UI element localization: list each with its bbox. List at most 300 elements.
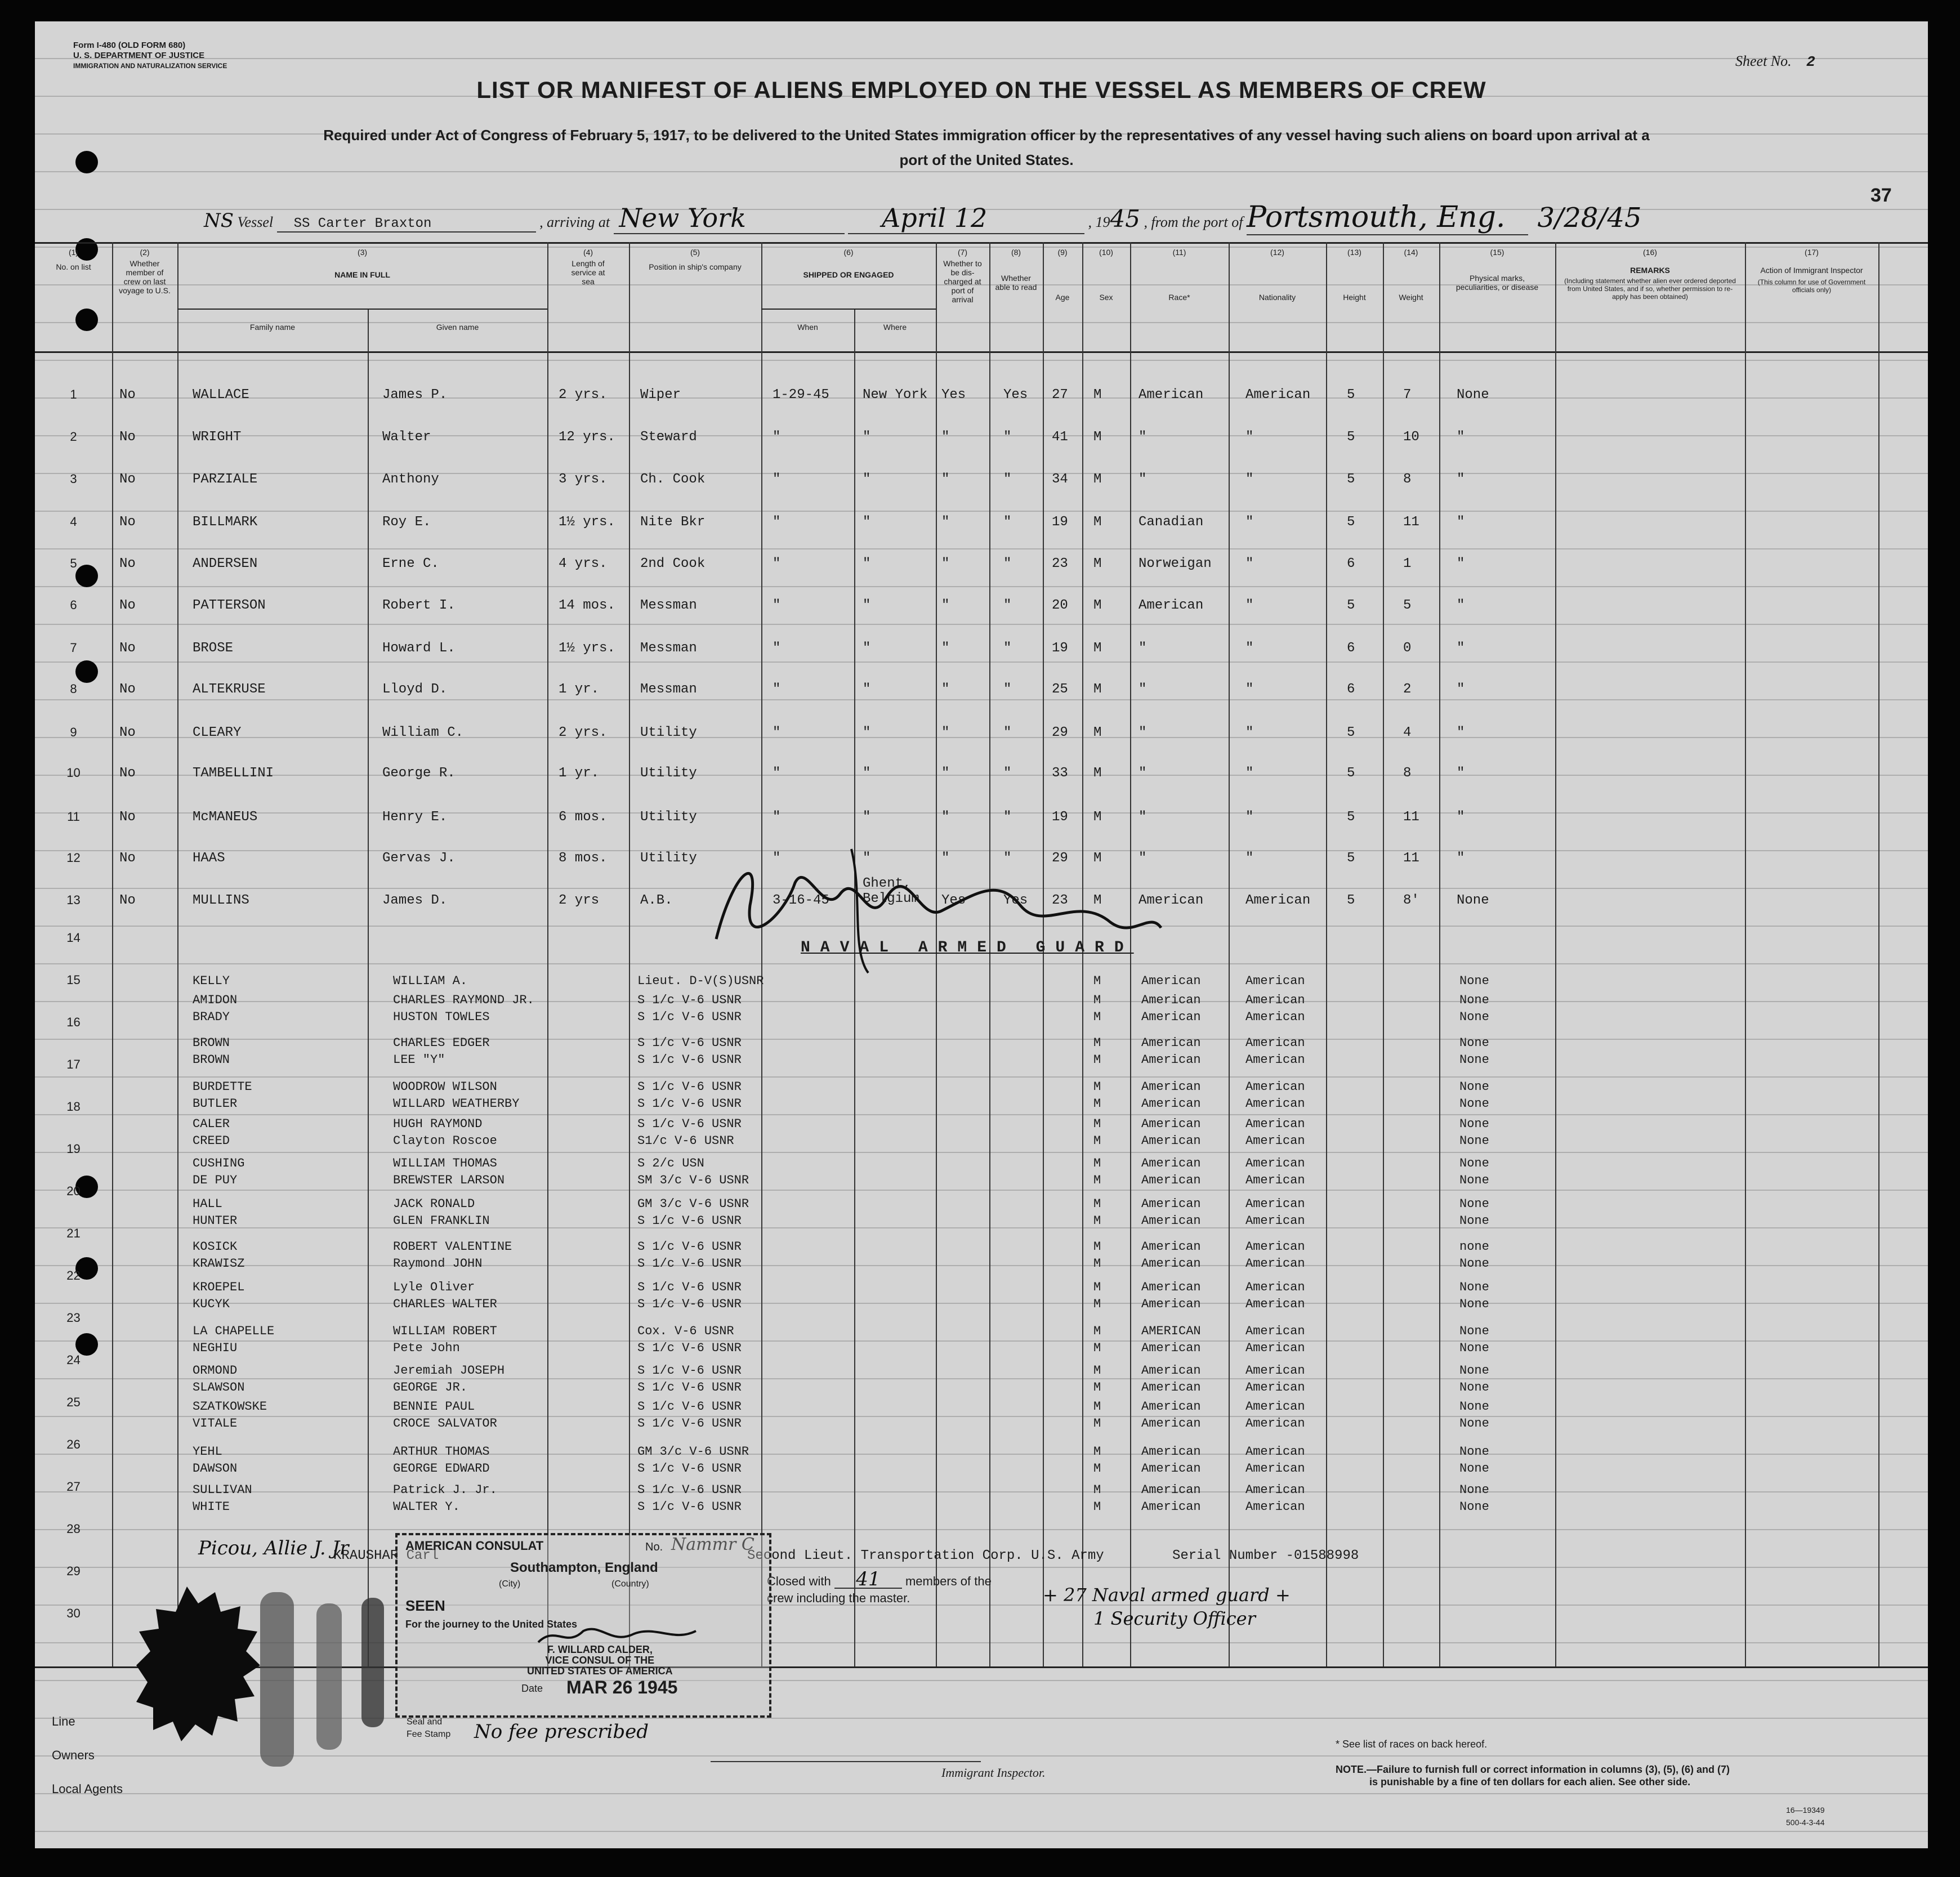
naval-given-name: Clayton Roscoe: [393, 1134, 497, 1148]
crew-shipped-when: 1-29-45: [773, 387, 829, 403]
crew-age: 19: [1052, 810, 1068, 825]
crew-able-to-read: ": [1003, 556, 1012, 571]
naval-nationality: American: [1245, 1036, 1305, 1050]
crew-row-number: 4: [70, 515, 77, 529]
crew-able-to-read: Yes: [1003, 893, 1028, 908]
naval-family-name: WHITE: [193, 1500, 230, 1514]
naval-family-name: ORMOND: [193, 1364, 238, 1378]
crew-position: Utility: [640, 851, 697, 866]
naval-given-name: ROBERT VALENTINE: [393, 1240, 512, 1254]
crew-prev-voyage: No: [119, 430, 136, 445]
naval-given-name: WOODROW WILSON: [393, 1080, 497, 1094]
naval-nationality: American: [1245, 1053, 1305, 1067]
crew-row-number: 13: [66, 893, 81, 907]
crew-physical-marks: ": [1457, 851, 1465, 866]
naval-family-name: CREED: [193, 1134, 230, 1148]
naval-race: American: [1141, 1416, 1201, 1431]
naval-family-name: YEHL: [193, 1445, 222, 1459]
subtitle-line-2: port of the United States.: [899, 151, 1074, 168]
naval-given-name: Raymond JOHN: [393, 1257, 483, 1271]
crew-row-number: 7: [70, 641, 77, 655]
crew-race: ": [1139, 851, 1147, 866]
naval-physical-marks: None: [1459, 1134, 1489, 1148]
crew-position: A.B.: [640, 893, 673, 908]
crew-weight: 10: [1403, 430, 1419, 445]
crew-weight: 11: [1403, 851, 1419, 866]
crew-discharge: ": [941, 515, 950, 530]
naval-race: American: [1141, 1380, 1201, 1395]
naval-given-name: JACK RONALD: [393, 1197, 475, 1211]
col-header-8: (8) Whether able to read: [995, 248, 1037, 292]
naval-position: S 1/c V-6 USNR: [637, 1240, 742, 1254]
crew-row-number: 3: [70, 472, 77, 486]
crew-shipped-when: ": [773, 598, 781, 613]
naval-position: GM 3/c V-6 USNR: [637, 1445, 749, 1459]
subtitle-line-1: Required under Act of Congress of February 5, 1917, to be delivered to the United States immigration officer by the representatives of any vessel having such aliens on board upon arrival at a: [323, 127, 1650, 144]
naval-given-name: Pete John: [393, 1341, 460, 1355]
naval-family-name: BROWN: [193, 1036, 230, 1050]
form-header-block: [73, 41, 227, 71]
naval-given-name: Lyle Oliver: [393, 1280, 475, 1294]
crew-given-name: Henry E.: [382, 810, 448, 825]
naval-physical-marks: None: [1459, 1214, 1489, 1228]
crew-race: American: [1139, 387, 1204, 403]
crew-weight: 7: [1403, 387, 1412, 403]
row-number: 15: [66, 973, 81, 987]
crew-nationality: ": [1245, 766, 1254, 781]
crew-row-number: 1: [70, 387, 77, 401]
vice-consul-signature: [533, 1620, 702, 1653]
stamp-journey: For the journey to the United States: [405, 1619, 578, 1630]
crew-sex: M: [1093, 810, 1102, 825]
naval-position: S1/c V-6 USNR: [637, 1134, 734, 1148]
crew-row-number: 9: [70, 725, 77, 739]
naval-given-name: WALTER Y.: [393, 1500, 460, 1514]
naval-sex: M: [1093, 1010, 1101, 1024]
crew-nationality: ": [1245, 851, 1254, 866]
crew-discharge: ": [941, 598, 950, 613]
naval-position: S 1/c V-6 USNR: [637, 1214, 742, 1228]
crew-age: 25: [1052, 682, 1068, 697]
naval-family-name: BURDETTE: [193, 1080, 252, 1094]
naval-family-name: AMIDON: [193, 993, 238, 1007]
crew-position: Utility: [640, 766, 697, 781]
crew-race: Norweigan: [1139, 556, 1212, 571]
naval-family-name: DE PUY: [193, 1173, 238, 1187]
stamp-signer-country: UNITED STATES OF AMERICA: [527, 1665, 673, 1677]
footer-labels: [52, 1705, 123, 1806]
naval-nationality: American: [1245, 1280, 1305, 1294]
handwritten-security-officer-note: 1 Security Officer: [1093, 1608, 1256, 1629]
crew-prev-voyage: No: [119, 893, 136, 908]
naval-given-name: GLEN FRANKLIN: [393, 1214, 490, 1228]
crew-physical-marks: ": [1457, 810, 1465, 825]
row-number: 27: [66, 1480, 81, 1494]
crew-sea-service: 4 yrs.: [559, 556, 608, 571]
crew-position: Messman: [640, 641, 697, 656]
naval-position: S 1/c V-6 USNR: [637, 1341, 742, 1355]
crew-able-to-read: ": [1003, 515, 1012, 530]
naval-given-name: CHARLES RAYMOND JR.: [393, 993, 534, 1007]
naval-family-name: DAWSON: [193, 1462, 238, 1476]
crew-shipped-when: ": [773, 725, 781, 740]
handwritten-signature: [682, 826, 1189, 995]
crew-discharge: Yes: [941, 387, 966, 403]
crew-row-number: 10: [66, 766, 81, 780]
col-header-12: (12) Nationality: [1258, 248, 1296, 302]
naval-position: S 1/c V-6 USNR: [637, 1257, 742, 1271]
naval-race: American: [1141, 1341, 1201, 1355]
year-suffix: 45: [1110, 205, 1140, 233]
naval-family-name: KRAWISZ: [193, 1257, 245, 1271]
crew-given-name: Gervas J.: [382, 851, 456, 866]
crew-physical-marks: ": [1457, 515, 1465, 530]
naval-sex: M: [1093, 1036, 1101, 1050]
crew-height: 5: [1347, 893, 1355, 908]
crew-row-number: 2: [70, 430, 77, 444]
crew-sex: M: [1093, 556, 1102, 571]
crew-prev-voyage: No: [119, 851, 136, 866]
crew-given-name: Anthony: [382, 472, 439, 487]
crew-position: Utility: [640, 725, 697, 740]
crew-given-name: Robert I.: [382, 598, 456, 613]
crew-able-to-read: ": [1003, 598, 1012, 613]
crew-age: 29: [1052, 851, 1068, 866]
crew-row-number: 11: [67, 810, 80, 824]
closed-with-block: Closed with 41 members of the crew including the master.: [767, 1568, 992, 1605]
naval-physical-marks: None: [1459, 1416, 1489, 1431]
crew-able-to-read: Yes: [1003, 387, 1028, 403]
col-header-1: (1) No. on list: [56, 248, 91, 271]
crew-sex: M: [1093, 472, 1102, 487]
vessel-name: SS Carter Braxton: [277, 216, 536, 233]
crew-shipped-where: ": [863, 725, 871, 740]
naval-family-name: VITALE: [193, 1416, 238, 1431]
naval-nationality: American: [1245, 1010, 1305, 1024]
crew-race: ": [1139, 766, 1147, 781]
crew-prev-voyage: No: [119, 682, 136, 697]
naval-physical-marks: None: [1459, 1257, 1489, 1271]
stamp-signer-title: VICE CONSUL OF THE: [545, 1655, 655, 1666]
naval-family-name: HALL: [193, 1197, 222, 1211]
crew-physical-marks: None: [1457, 893, 1489, 908]
naval-position: Cox. V-6 USNR: [637, 1324, 734, 1338]
crew-discharge: ": [941, 851, 950, 866]
crew-able-to-read: ": [1003, 766, 1012, 781]
crew-given-name: Erne C.: [382, 556, 439, 571]
crew-given-name: George R.: [382, 766, 456, 781]
naval-nationality: American: [1245, 1156, 1305, 1170]
crew-weight: 8: [1403, 472, 1412, 487]
crew-able-to-read: ": [1003, 472, 1012, 487]
arrival-port: New York: [614, 203, 845, 234]
naval-physical-marks: None: [1459, 1097, 1489, 1111]
naval-sex: M: [1093, 1483, 1101, 1497]
naval-physical-marks: none: [1459, 1240, 1489, 1254]
crew-position: Steward: [640, 430, 697, 445]
ns-mark: NS: [204, 209, 234, 232]
naval-position: Lieut. D-V(S)USNR: [637, 974, 764, 988]
crew-physical-marks: ": [1457, 725, 1465, 740]
crew-able-to-read: ": [1003, 851, 1012, 866]
naval-physical-marks: None: [1459, 1117, 1489, 1131]
col-header-10: (10) Sex: [1099, 248, 1113, 302]
crew-age: 23: [1052, 556, 1068, 571]
crew-prev-voyage: No: [119, 766, 136, 781]
print-codes: 16—19349 500-4-3-44: [1786, 1806, 1825, 1827]
crew-sex: M: [1093, 766, 1102, 781]
races-note: * See list of races on back hereof.: [1336, 1739, 1488, 1750]
crew-sex: M: [1093, 430, 1102, 445]
footer-line-label: Line: [52, 1714, 75, 1728]
crew-race: ": [1139, 682, 1147, 697]
naval-nationality: American: [1245, 1445, 1305, 1459]
naval-sex: M: [1093, 1297, 1101, 1311]
stamp-city-label: (City): [499, 1579, 521, 1589]
naval-sex: M: [1093, 1364, 1101, 1378]
crew-weight: 8': [1403, 893, 1419, 908]
crew-sea-service: 1½ yrs.: [559, 515, 615, 530]
crew-nationality: ": [1245, 682, 1254, 697]
col-header-17: (17) Action of Immigrant Inspector (This column for use of Government officials only): [1757, 248, 1866, 294]
naval-sex: M: [1093, 1380, 1101, 1395]
crew-shipped-where: New York: [863, 387, 928, 403]
col-header-5: (5) Position in ship's company: [649, 248, 742, 271]
from-port: Portsmouth, Eng.: [1247, 200, 1528, 235]
naval-race: American: [1141, 1197, 1201, 1211]
naval-guard-heading: NAVAL ARMED GUARD: [801, 939, 1134, 957]
naval-race: American: [1141, 1280, 1201, 1294]
crew-height: 6: [1347, 641, 1355, 656]
crew-weight: 11: [1403, 515, 1419, 530]
crew-age: 27: [1052, 387, 1068, 403]
crew-sea-service: 2 yrs.: [559, 725, 608, 740]
kraushar-name: KRAUSHAR Carl: [333, 1548, 439, 1563]
crew-shipped-when: ": [773, 851, 781, 866]
fine-note: NOTE.—Failure to furnish full or correct information in columns (3), (5), (6) and (7) is punishable by a fine of ten dollars for each alien. See other side.: [1336, 1764, 1730, 1787]
crew-position: Nite Bkr: [640, 515, 706, 530]
naval-given-name: WILLARD WEATHERBY: [393, 1097, 520, 1111]
crew-race: Canadian: [1139, 515, 1204, 530]
table-top-rule: [35, 242, 1928, 244]
crew-discharge: ": [941, 725, 950, 740]
row-number: 22: [66, 1268, 81, 1282]
crew-family-name: PATTERSON: [193, 598, 266, 613]
crew-row-number: 5: [70, 556, 77, 570]
naval-sex: M: [1093, 1173, 1101, 1187]
crew-height: 5: [1347, 472, 1355, 487]
naval-nationality: American: [1245, 1097, 1305, 1111]
naval-sex: M: [1093, 1416, 1101, 1431]
row-number: 20: [66, 1184, 81, 1198]
crew-age: 20: [1052, 598, 1068, 613]
naval-race: American: [1141, 1080, 1201, 1094]
naval-physical-marks: None: [1459, 974, 1489, 988]
naval-given-name: CHARLES WALTER: [393, 1297, 497, 1311]
col-header-14: (14) Weight: [1399, 248, 1423, 302]
punch-hole: [75, 151, 98, 173]
crew-shipped-where: ": [863, 515, 871, 530]
punch-hole: [75, 1333, 98, 1356]
naval-physical-marks: None: [1459, 1445, 1489, 1459]
crew-discharge: Yes: [941, 893, 966, 908]
naval-given-name: CHARLES EDGER: [393, 1036, 490, 1050]
crew-discharge: ": [941, 766, 950, 781]
stamp-consulate: AMERICAN CONSULAT: [405, 1539, 544, 1553]
naval-physical-marks: None: [1459, 1483, 1489, 1497]
crew-physical-marks: ": [1457, 682, 1465, 697]
col-header-2: (2) Whether member of crew on last voyage to U.S.: [119, 248, 171, 295]
naval-family-name: CUSHING: [193, 1156, 245, 1170]
kraushar-handwritten-note: Nammr C: [671, 1535, 754, 1554]
crew-age: 33: [1052, 766, 1068, 781]
naval-family-name: SLAWSON: [193, 1380, 245, 1395]
naval-nationality: American: [1245, 1341, 1305, 1355]
naval-race: American: [1141, 974, 1201, 988]
naval-nationality: American: [1245, 1257, 1305, 1271]
row-number: 25: [66, 1395, 81, 1409]
crew-race: ": [1139, 641, 1147, 656]
naval-physical-marks: None: [1459, 1280, 1489, 1294]
crew-race: American: [1139, 893, 1204, 908]
naval-nationality: American: [1245, 1400, 1305, 1414]
crew-given-name: James P.: [382, 387, 448, 403]
crew-shipped-when: ": [773, 430, 781, 445]
naval-physical-marks: None: [1459, 1324, 1489, 1338]
naval-physical-marks: None: [1459, 1341, 1489, 1355]
naval-nationality: American: [1245, 1462, 1305, 1476]
crew-weight: 2: [1403, 682, 1412, 697]
naval-race: American: [1141, 1134, 1201, 1148]
crew-able-to-read: ": [1003, 430, 1012, 445]
crew-race: ": [1139, 725, 1147, 740]
department-name: U. S. DEPARTMENT OF JUSTICE: [73, 51, 205, 60]
crew-sea-service: 1 yr.: [559, 766, 600, 781]
col-header-when: When: [797, 323, 818, 332]
naval-race: American: [1141, 1036, 1201, 1050]
naval-given-name: BENNIE PAUL: [393, 1400, 475, 1414]
naval-position: S 1/c V-6 USNR: [637, 1010, 742, 1024]
naval-position: S 1/c V-6 USNR: [637, 1117, 742, 1131]
naval-sex: M: [1093, 1324, 1101, 1338]
crew-shipped-when: ": [773, 515, 781, 530]
naval-race: American: [1141, 1097, 1201, 1111]
naval-position: S 1/c V-6 USNR: [637, 1416, 742, 1431]
crew-shipped-where: ": [863, 641, 871, 656]
crew-nationality: ": [1245, 472, 1254, 487]
row-number: 14: [66, 931, 81, 945]
crew-sea-service: 2 yrs: [559, 893, 600, 908]
crew-nationality: ": [1245, 641, 1254, 656]
naval-position: S 1/c V-6 USNR: [637, 1500, 742, 1514]
manifest-sheet: [35, 21, 1928, 1848]
crew-height: 5: [1347, 725, 1355, 740]
naval-physical-marks: None: [1459, 1500, 1489, 1514]
naval-nationality: American: [1245, 1500, 1305, 1514]
naval-nationality: American: [1245, 1134, 1305, 1148]
crew-sea-service: 2 yrs.: [559, 387, 608, 403]
naval-position: S 1/c V-6 USNR: [637, 1483, 742, 1497]
crew-sex: M: [1093, 725, 1102, 740]
naval-physical-marks: None: [1459, 1156, 1489, 1170]
row-number: 29: [66, 1564, 81, 1578]
crew-physical-marks: ": [1457, 598, 1465, 613]
naval-race: American: [1141, 1400, 1201, 1414]
row-number: 23: [66, 1311, 81, 1325]
naval-sex: M: [1093, 1117, 1101, 1131]
crew-given-name: William C.: [382, 725, 464, 740]
col-header-3: (3) NAME IN FULL: [334, 248, 390, 279]
col-header-15: (15) Physical marks, peculiarities, or disease: [1456, 248, 1539, 292]
crew-family-name: ANDERSEN: [193, 556, 258, 571]
naval-physical-marks: None: [1459, 1197, 1489, 1211]
naval-family-name: LA CHAPELLE: [193, 1324, 275, 1338]
naval-sex: M: [1093, 1053, 1101, 1067]
crew-race: American: [1139, 598, 1204, 613]
handwritten-name-picou: Picou, Allie J. Jr: [198, 1537, 349, 1559]
crew-prev-voyage: No: [119, 472, 136, 487]
row-number: 21: [66, 1226, 81, 1240]
vessel-label: Vessel: [237, 214, 274, 230]
crew-family-name: CLEARY: [193, 725, 242, 740]
crew-sea-service: 1½ yrs.: [559, 641, 615, 656]
handwritten-naval-guard-note: + 27 Naval armed guard +: [1043, 1584, 1291, 1606]
form-number: Form I-480 (OLD FORM 680): [73, 41, 186, 50]
crew-family-name: WRIGHT: [193, 430, 242, 445]
naval-given-name: GEORGE EDWARD: [393, 1462, 490, 1476]
crew-weight: 0: [1403, 641, 1412, 656]
crew-sea-service: 12 yrs.: [559, 430, 615, 445]
crew-discharge: ": [941, 682, 950, 697]
year-prefix: , 19: [1088, 214, 1110, 230]
stamp-country-label: (Country): [611, 1579, 649, 1589]
consular-stamp: [395, 1533, 771, 1718]
naval-nationality: American: [1245, 1173, 1305, 1187]
crew-discharge: ": [941, 430, 950, 445]
col-header-6: (6) SHIPPED OR ENGAGED: [803, 248, 894, 279]
crew-shipped-where: ": [863, 851, 871, 866]
naval-race: American: [1141, 1156, 1201, 1170]
crew-family-name: BROSE: [193, 641, 234, 656]
crew-nationality: ": [1245, 515, 1254, 530]
col-header-given-name: Given name: [436, 323, 479, 332]
naval-physical-marks: None: [1459, 1462, 1489, 1476]
departure-date: 3/28/45: [1537, 202, 1642, 234]
crew-given-name: Roy E.: [382, 515, 431, 530]
crew-discharge: ": [941, 641, 950, 656]
naval-position: S 1/c V-6 USNR: [637, 1097, 742, 1111]
naval-family-name: HUNTER: [193, 1214, 238, 1228]
naval-nationality: American: [1245, 993, 1305, 1007]
crew-shipped-when: ": [773, 472, 781, 487]
naval-position: S 1/c V-6 USNR: [637, 1364, 742, 1378]
crew-height: 5: [1347, 851, 1355, 866]
crew-position: 2nd Cook: [640, 556, 706, 571]
naval-physical-marks: None: [1459, 1400, 1489, 1414]
naval-nationality: American: [1245, 974, 1305, 988]
officer-serial: Serial Number -01588998: [1172, 1548, 1359, 1563]
crew-discharge: ": [941, 472, 950, 487]
naval-position: S 1/c V-6 USNR: [637, 1400, 742, 1414]
naval-nationality: American: [1245, 1416, 1305, 1431]
naval-given-name: BREWSTER LARSON: [393, 1173, 505, 1187]
crew-sex: M: [1093, 893, 1102, 908]
arriving-label: , arriving at: [539, 214, 610, 230]
crew-shipped-where: ": [863, 810, 871, 825]
row-number: 30: [66, 1606, 81, 1620]
crew-given-name: Walter: [382, 430, 431, 445]
naval-physical-marks: None: [1459, 1036, 1489, 1050]
